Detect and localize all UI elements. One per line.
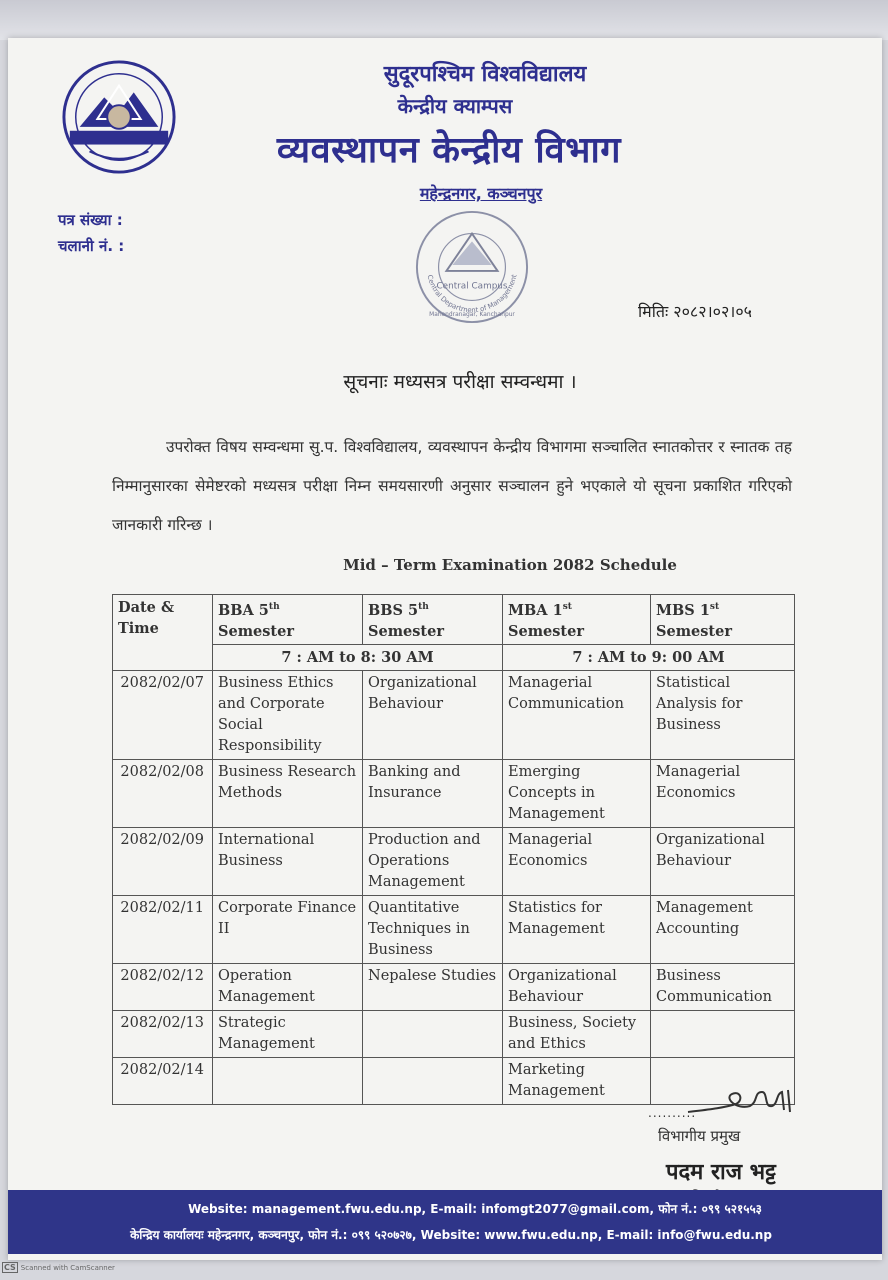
- bba-cell: Corporate Finance II: [213, 895, 363, 963]
- stamp-text: Central Department of Management: [425, 273, 519, 315]
- bbs-cell: Quantitative Techniques in Business: [363, 895, 503, 963]
- mba-cell: Statistics for Management: [503, 895, 651, 963]
- svg-text:Central Department of Manageme: [426, 273, 519, 314]
- bbs-cell: [363, 1057, 503, 1104]
- department-address: महेन्द्रनगर, कञ्चनपुर: [419, 184, 543, 203]
- bachelor-time: 7 : AM to 8: 30 AM: [213, 644, 503, 670]
- mba-cell: Marketing Management: [503, 1057, 651, 1104]
- bbs-cell: Organizational Behaviour: [363, 670, 503, 759]
- stamp-campus-text: Central Campus: [436, 281, 508, 292]
- date-time-header: Date & Time: [113, 595, 213, 671]
- mbs-cell: Business Communication: [651, 963, 795, 1010]
- notice-subject: सूचनाः मध्यसत्र परीक्षा सम्वन्धमा ।: [343, 371, 577, 393]
- mba-cell: Emerging Concepts in Management: [503, 759, 651, 827]
- mba-cell: Managerial Economics: [503, 827, 651, 895]
- ref-no-label: पत्र संख्या :: [58, 211, 123, 229]
- university-name: सुदूरपश्चिम विश्वविद्यालय: [383, 62, 587, 87]
- mbs-cell: Management Accounting: [651, 895, 795, 963]
- mba-cell: Business, Society and Ethics: [503, 1010, 651, 1057]
- date-cell: 2082/02/08: [113, 759, 213, 827]
- letter-date: मितिः २०८२।०२।०५: [638, 302, 752, 321]
- table-row: [113, 670, 795, 759]
- date-cell: 2082/02/13: [113, 1010, 213, 1057]
- bba-cell: Business Research Methods: [213, 759, 363, 827]
- notice-body: [112, 428, 792, 545]
- bba-cell: [213, 1057, 363, 1104]
- signature-dots: ..........: [648, 1106, 697, 1120]
- master-time: 7 : AM to 9: 00 AM: [503, 644, 795, 670]
- scanner-badge: CS: [4, 1263, 16, 1272]
- signature-title: विभागीय प्रमुख: [658, 1127, 741, 1145]
- campus-name: केन्द्रीय क्याम्पस: [397, 94, 513, 118]
- mbs-cell: Managerial Economics: [651, 759, 795, 827]
- stamp-address-text: Mahendranagar, Kanchanpur: [429, 312, 515, 319]
- bba-cell: Business Ethics and Corporate Social Responsibility: [213, 670, 363, 759]
- bba-cell: Strategic Management: [213, 1010, 363, 1057]
- scanner-watermark: [2, 1262, 115, 1273]
- dispatch-no-label: चलानी नं. :: [58, 237, 125, 255]
- footer-band: [8, 1190, 882, 1254]
- table-row: [113, 827, 795, 895]
- scanner-text: Scanned with CamScanner: [20, 1264, 115, 1272]
- signature-scribble: [684, 1082, 804, 1122]
- table-row: [113, 759, 795, 827]
- exam-schedule-table: [112, 594, 795, 1105]
- date-cell: 2082/02/14: [113, 1057, 213, 1104]
- mba-header: MBA 1st Semester: [503, 595, 651, 645]
- bba-header: BBA 5th Semester: [213, 595, 363, 645]
- department-stamp: [412, 208, 532, 326]
- bbs-cell: [363, 1010, 503, 1057]
- bba-cell: International Business: [213, 827, 363, 895]
- bbs-cell: Banking and Insurance: [363, 759, 503, 827]
- table-row: [113, 1010, 795, 1057]
- department-name: व्यवस्थापन केन्द्रीय विभाग: [276, 130, 622, 171]
- footer-line-1: Website: management.fwu.edu.np, E-mail: infomgt2077@gmail.com, फोन नं.: ०९९ ५२१५५३: [188, 1202, 762, 1216]
- notice-body-text: उपरोक्त विषय सम्वन्धमा सु.प. विश्वविद्यालय, व्यवस्थापन केन्द्रीय विभागमा सञ्चालित स्नातकोत्तर र स्नातक तह निम्मानुसारका सेमेष्टरको मध्यसत्र परीक्षा निम्न समयसारणी अनुसार सञ्चालन हुने भएकाले यो सूचना प्रकाशित गरिएको जानकारी गरिन्छ ।: [112, 438, 792, 534]
- table-row: [113, 895, 795, 963]
- schedule-title: Mid – Term Examination 2082 Schedule: [343, 556, 677, 574]
- date-cell: 2082/02/11: [113, 895, 213, 963]
- date-cell: 2082/02/09: [113, 827, 213, 895]
- mbs-header: MBS 1st Semester: [651, 595, 795, 645]
- schedule-body: [113, 670, 795, 1104]
- mba-cell: Organizational Behaviour: [503, 963, 651, 1010]
- footer-line-2: केन्द्रिय कार्यालयः महेन्द्रनगर, कञ्चनपुर, फोन नं.: ०९९ ५२०७२७, Website: www.fwu.edu.np, E-mail: info@fwu.edu.np: [130, 1228, 772, 1242]
- date-cell: 2082/02/12: [113, 963, 213, 1010]
- table-row: [113, 963, 795, 1010]
- scan-background-top: [0, 0, 888, 40]
- mbs-cell: Statistical Analysis for Business: [651, 670, 795, 759]
- mbs-cell: Organizational Behaviour: [651, 827, 795, 895]
- table-header-row: [113, 595, 795, 645]
- bba-cell: Operation Management: [213, 963, 363, 1010]
- mba-cell: Managerial Communication: [503, 670, 651, 759]
- mbs-cell: [651, 1010, 795, 1057]
- notice-document: [8, 38, 882, 1260]
- date-cell: 2082/02/07: [113, 670, 213, 759]
- bbs-header: BBS 5th Semester: [363, 595, 503, 645]
- time-row: [113, 644, 795, 670]
- signatory-name: पदम राज भट्ट: [666, 1160, 776, 1185]
- bbs-cell: Production and Operations Management: [363, 827, 503, 895]
- bbs-cell: Nepalese Studies: [363, 963, 503, 1010]
